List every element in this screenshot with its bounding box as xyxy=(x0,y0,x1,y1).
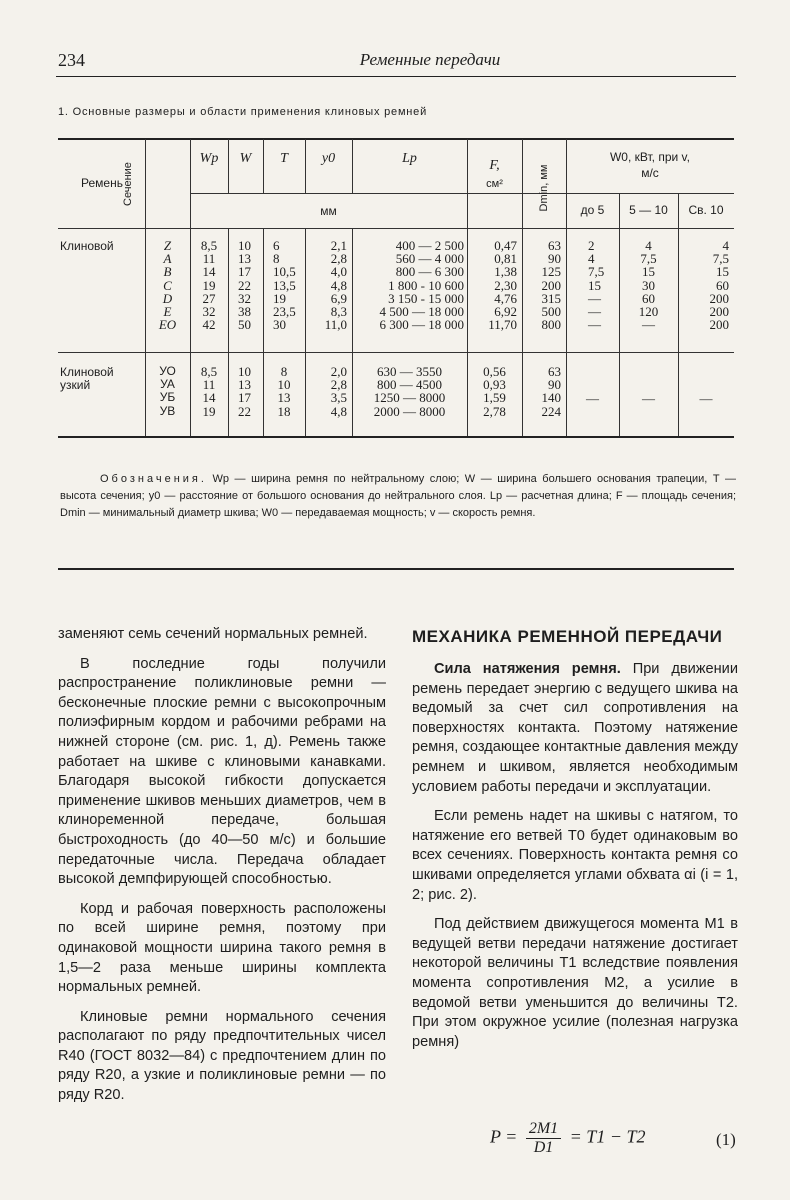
section-title: МЕХАНИКА РЕМЕННОЙ ПЕРЕДАЧИ xyxy=(412,627,723,646)
header-rule xyxy=(56,76,736,77)
formula xyxy=(490,1120,645,1157)
header-f: F, xyxy=(489,158,500,173)
group2-f: 0,56 0,93 1,59 2,78 xyxy=(483,364,506,419)
table-caption: 1. Основные размеры и области применения клиновых ремней xyxy=(58,106,428,118)
formula-fraction xyxy=(526,1120,561,1157)
group2-section: УО УА УБ УВ xyxy=(159,364,176,418)
group2-wp: 8,5 11 14 19 xyxy=(200,364,218,419)
header-section: Сечение xyxy=(122,162,134,206)
group1-y0: 2,1 2,8 4,0 4,8 6,9 8,3 11,0 xyxy=(324,238,347,333)
group2-power-1: — xyxy=(586,391,599,406)
group-separator xyxy=(58,352,734,353)
group2-dmin: 63 90 140 224 xyxy=(541,364,561,419)
table-top-rule xyxy=(58,138,734,140)
group1-wp: 8,5 11 14 19 27 32 42 xyxy=(200,238,218,333)
notes-text: Wр — ширина ремня по нейтральному слою; W — ширина большего основания трапеции, T — высота сечения; y0 — расстояние от большого основания до нейтрального слоя. Lр — расчетная длина; F — площадь сечения; Dmin — минимальный диаметр шкива; W0 — передаваемая мощность; v — скорость ремня. xyxy=(60,473,736,519)
header-range-3: Св. 10 xyxy=(688,203,724,217)
header-belt: Ремень xyxy=(81,176,123,190)
group1-power-3: 4 7,5 15 60 200 200 200 xyxy=(709,238,729,333)
power-subrule xyxy=(566,193,734,194)
group1-label: Клиновой xyxy=(60,239,114,253)
section-rule xyxy=(58,568,734,570)
group1-section: Z A B C D E EO xyxy=(158,238,177,333)
table-notes xyxy=(60,471,736,522)
subsection-lead: Сила натяжения ремня. xyxy=(434,661,621,677)
header-t: T xyxy=(280,151,288,166)
right-paragraph-3: Под действием движущегося момента M1 в ведущей ветви передачи натяжение достигает некоторой величины T1 вследствие появления момента сопротивления M2, а усилие в ведомой ветви уменьшится до величины T2. При этом окружное усилие (полезная нагрузка ремня) xyxy=(412,916,738,1050)
group1-w: 10 13 17 22 32 38 50 xyxy=(238,238,251,333)
left-paragraph-1: заменяют семь сечений нормальных ремней. xyxy=(58,626,368,642)
header-w: W xyxy=(239,151,252,166)
formula-numerator: 2M1 xyxy=(526,1120,561,1139)
group1-f: 0,47 0,81 1,38 2,30 4,76 6,92 11,70 xyxy=(488,238,517,333)
page-number: 234 xyxy=(58,50,85,70)
header-dmin: Dmin, мм xyxy=(538,164,550,212)
left-paragraph-2: В последние годы получили распространение поликлиновые ремни — бесконечные плоские ремни с высокопрочным полиэфирным кордом и рабочими ребрами на нижней стороне (см. рис. 1, д). Ремень также работает на шкиве с клиновыми канавками. Благодаря высокой гибкости допускается применение шкивов меньших диаметров, чем в клиноременной передаче, большая быстроходность (до 40—50 м/с) и большие передаточные числа. Передача обладает высокой демпфирующей способностью. xyxy=(58,655,386,888)
mm-rule xyxy=(190,193,566,194)
group1-power-2: 4 7,5 15 30 60 120 — xyxy=(638,238,659,333)
formula-rhs: = T1 − T2 xyxy=(569,1126,646,1147)
right-paragraph-1: При движении ремень передает энергию с ведущего шкива на ведомый за счет сил сопротивления на поверхностях контакта. Поэтому натяжение ремня, создающее контактные давления между ремнем и шкивом, является необходимым условием работы передачи и эксплуатации. xyxy=(412,661,738,795)
formula-denominator: D1 xyxy=(533,1139,554,1156)
group2-lp: 630 — 3550 800 — 4500 1250 — 8000 2000 — 8000 xyxy=(373,364,446,419)
header-bottom-rule xyxy=(58,228,734,229)
formula-lhs: P = xyxy=(490,1126,518,1147)
header-range-1: до 5 xyxy=(580,203,605,217)
group1-power-1: 2 4 7,5 15 — — — xyxy=(588,238,605,333)
header-mm: мм xyxy=(320,204,337,218)
group2-label: Клиновой узкий xyxy=(60,365,114,392)
vline xyxy=(228,228,229,436)
header-range-2: 5 — 10 xyxy=(629,203,668,217)
group2-y0: 2,0 2,8 3,5 4,8 xyxy=(330,364,347,419)
left-paragraph-4: Клиновые ремни нормального сечения располагают по ряду предпочтительных чисел R40 (ГОСТ 8032—84) с предпочтением длин по ряду R20, а узкие и поликлиновые ремни — по ряду R20. xyxy=(58,1008,386,1104)
group2-power-2: — xyxy=(642,391,655,406)
right-column xyxy=(412,625,738,1062)
header-power: W0, кВт, при v, xyxy=(609,150,690,164)
group1-dmin: 63 90 125 200 315 500 800 xyxy=(541,238,561,333)
equation-number: (1) xyxy=(716,1130,736,1149)
group1-lp: 400 — 2 500 560 — 4 000 800 — 6 300 1 800 - 10 600 3 150 - 15 000 4 500 — 18 000 6 300 — 18 000 xyxy=(379,238,464,333)
header-power-unit: м/с xyxy=(641,166,659,180)
group1-t: 6 8 10,5 13,5 19 23,5 30 xyxy=(273,238,296,333)
header-wp: Wр xyxy=(199,151,219,166)
header-lp: Lр xyxy=(402,151,417,166)
header-f-unit: см² xyxy=(486,178,503,190)
header-y0: y0 xyxy=(321,151,336,166)
group2-power-3: — xyxy=(699,391,713,406)
group2-t: 8 10 13 18 xyxy=(277,364,291,419)
table-bottom-rule xyxy=(58,436,734,438)
notes-lead: Обозначения. xyxy=(100,473,207,485)
running-title: Ременные передачи xyxy=(359,50,501,69)
left-paragraph-3: Корд и рабочая поверхность расположены по всей ширине ремня, поэтому при одинаковой мощности ширина такого ремня в 1,5—2 раза меньше ширины комплекта нормальных ремней. xyxy=(58,900,386,996)
left-column xyxy=(58,625,386,1116)
right-paragraph-2: Если ремень надет на шкивы с натягом, то натяжение его ветвей T0 будет одинаковым во всех сечениях. Поверхность контакта ремня со шкивами определяется углами обхвата αi (i = 1, 2; рис. 2). xyxy=(412,808,738,903)
group2-w: 10 13 17 22 xyxy=(238,364,251,419)
